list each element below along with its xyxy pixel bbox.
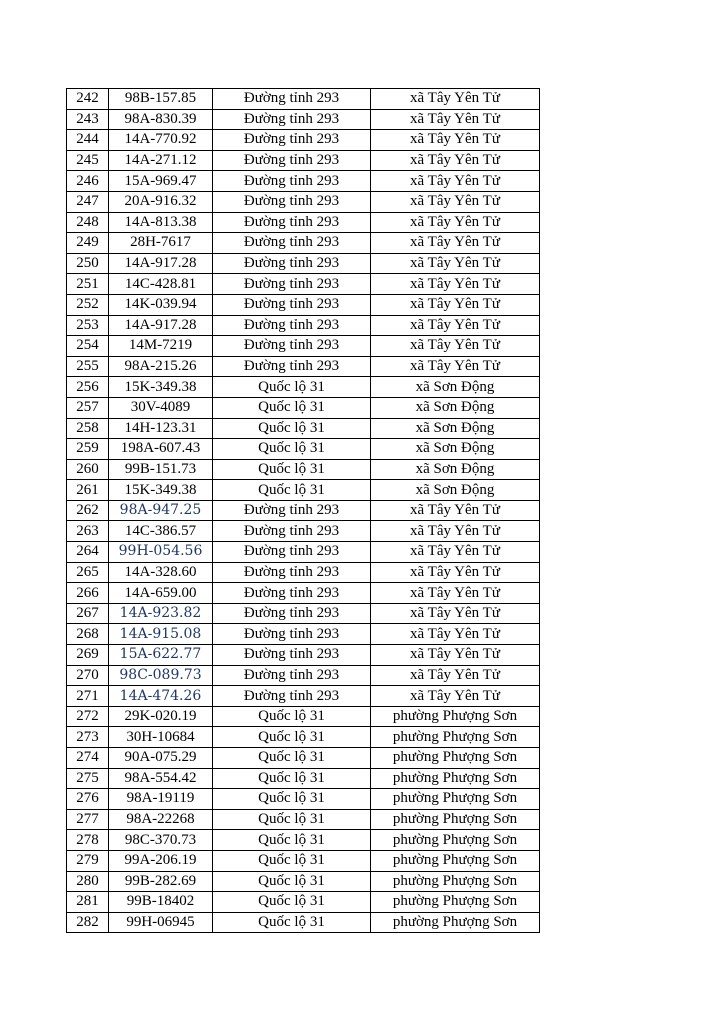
table-row (67, 624, 540, 645)
commune-name: xã Tây Yên Tử (371, 294, 540, 315)
license-plate: 98C-089.73 (109, 665, 213, 686)
row-number: 270 (67, 665, 109, 686)
license-plate: 98A-19119 (109, 789, 213, 810)
row-number: 277 (67, 809, 109, 830)
road-name: Quốc lộ 31 (213, 912, 371, 933)
road-name: Đường tỉnh 293 (213, 500, 371, 521)
row-number: 261 (67, 480, 109, 501)
commune-name: xã Tây Yên Tử (371, 603, 540, 624)
table-row (67, 233, 540, 254)
license-plate: 98A-215.26 (109, 356, 213, 377)
table-row (67, 892, 540, 913)
commune-name: xã Tây Yên Tử (371, 686, 540, 707)
commune-name: phường Phượng Sơn (371, 768, 540, 789)
row-number: 278 (67, 830, 109, 851)
row-number: 265 (67, 562, 109, 583)
table-row (67, 418, 540, 439)
commune-name: xã Tây Yên Tử (371, 645, 540, 666)
road-name: Đường tỉnh 293 (213, 665, 371, 686)
license-plate: 14M-7219 (109, 336, 213, 357)
license-plate: 99A-206.19 (109, 850, 213, 871)
road-name: Đường tỉnh 293 (213, 130, 371, 151)
row-number: 269 (67, 645, 109, 666)
road-name: Quốc lộ 31 (213, 397, 371, 418)
table-row (67, 583, 540, 604)
road-name: Đường tỉnh 293 (213, 253, 371, 274)
row-number: 246 (67, 171, 109, 192)
row-number: 266 (67, 583, 109, 604)
commune-name: xã Tây Yên Tử (371, 562, 540, 583)
table-row (67, 130, 540, 151)
row-number: 247 (67, 191, 109, 212)
commune-name: xã Tây Yên Tử (371, 130, 540, 151)
table-row (67, 603, 540, 624)
road-name: Quốc lộ 31 (213, 809, 371, 830)
table-row (67, 727, 540, 748)
commune-name: xã Tây Yên Tử (371, 89, 540, 110)
license-plate: 98C-370.73 (109, 830, 213, 851)
table-row (67, 871, 540, 892)
license-plate: 99H-054.56 (109, 542, 213, 563)
commune-name: xã Tây Yên Tử (371, 212, 540, 233)
road-name: Đường tỉnh 293 (213, 315, 371, 336)
commune-name: phường Phượng Sơn (371, 830, 540, 851)
road-name: Quốc lộ 31 (213, 748, 371, 769)
row-number: 272 (67, 706, 109, 727)
license-plate: 14A-813.38 (109, 212, 213, 233)
row-number: 242 (67, 89, 109, 110)
license-plate: 198A-607.43 (109, 439, 213, 460)
license-plate: 14A-474.26 (109, 686, 213, 707)
road-name: Đường tỉnh 293 (213, 171, 371, 192)
row-number: 271 (67, 686, 109, 707)
row-number: 276 (67, 789, 109, 810)
road-name: Quốc lộ 31 (213, 439, 371, 460)
road-name: Đường tỉnh 293 (213, 233, 371, 254)
row-number: 263 (67, 521, 109, 542)
license-plate: 99B-18402 (109, 892, 213, 913)
commune-name: xã Tây Yên Tử (371, 150, 540, 171)
row-number: 280 (67, 871, 109, 892)
table-row (67, 480, 540, 501)
table-row (67, 336, 540, 357)
license-plate: 15K-349.38 (109, 480, 213, 501)
commune-name: xã Sơn Động (371, 418, 540, 439)
table-row (67, 912, 540, 933)
license-plate: 98A-554.42 (109, 768, 213, 789)
row-number: 255 (67, 356, 109, 377)
row-number: 252 (67, 294, 109, 315)
row-number: 281 (67, 892, 109, 913)
table-row (67, 377, 540, 398)
road-name: Quốc lộ 31 (213, 727, 371, 748)
road-name: Đường tỉnh 293 (213, 521, 371, 542)
license-plate: 14A-328.60 (109, 562, 213, 583)
road-name: Quốc lộ 31 (213, 418, 371, 439)
license-plate: 14A-917.28 (109, 253, 213, 274)
license-plate: 14A-923.82 (109, 603, 213, 624)
row-number: 249 (67, 233, 109, 254)
road-name: Quốc lộ 31 (213, 789, 371, 810)
table-row (67, 789, 540, 810)
license-plate: 14H-123.31 (109, 418, 213, 439)
road-name: Đường tỉnh 293 (213, 562, 371, 583)
road-name: Đường tỉnh 293 (213, 356, 371, 377)
table-row (67, 562, 540, 583)
table-row (67, 768, 540, 789)
road-name: Đường tỉnh 293 (213, 603, 371, 624)
table-row (67, 212, 540, 233)
commune-name: phường Phượng Sơn (371, 809, 540, 830)
row-number: 260 (67, 459, 109, 480)
license-plate: 28H-7617 (109, 233, 213, 254)
table-row (67, 665, 540, 686)
commune-name: phường Phượng Sơn (371, 892, 540, 913)
table-row (67, 645, 540, 666)
commune-name: xã Tây Yên Tử (371, 171, 540, 192)
table-row (67, 109, 540, 130)
table-row (67, 686, 540, 707)
license-plate: 14C-386.57 (109, 521, 213, 542)
commune-name: xã Tây Yên Tử (371, 583, 540, 604)
road-name: Quốc lộ 31 (213, 850, 371, 871)
road-name: Đường tỉnh 293 (213, 336, 371, 357)
road-name: Quốc lộ 31 (213, 871, 371, 892)
table-row (67, 397, 540, 418)
table-row (67, 542, 540, 563)
row-number: 268 (67, 624, 109, 645)
table-row (67, 500, 540, 521)
commune-name: xã Tây Yên Tử (371, 665, 540, 686)
commune-name: xã Tây Yên Tử (371, 274, 540, 295)
table-row (67, 253, 540, 274)
row-number: 274 (67, 748, 109, 769)
license-plate: 98A-947.25 (109, 500, 213, 521)
license-plate: 99B-282.69 (109, 871, 213, 892)
commune-name: xã Tây Yên Tử (371, 253, 540, 274)
commune-name: xã Sơn Động (371, 480, 540, 501)
row-number: 250 (67, 253, 109, 274)
license-plate: 99B-151.73 (109, 459, 213, 480)
table-row (67, 315, 540, 336)
row-number: 244 (67, 130, 109, 151)
road-name: Đường tỉnh 293 (213, 89, 371, 110)
road-name: Đường tỉnh 293 (213, 274, 371, 295)
license-plate: 30H-10684 (109, 727, 213, 748)
license-plate: 14A-659.00 (109, 583, 213, 604)
commune-name: xã Tây Yên Tử (371, 542, 540, 563)
commune-name: xã Sơn Động (371, 459, 540, 480)
road-name: Đường tỉnh 293 (213, 294, 371, 315)
violation-table (66, 88, 540, 933)
license-plate: 15A-622.77 (109, 645, 213, 666)
row-number: 264 (67, 542, 109, 563)
road-name: Quốc lộ 31 (213, 706, 371, 727)
row-number: 256 (67, 377, 109, 398)
table-row (67, 150, 540, 171)
commune-name: xã Tây Yên Tử (371, 356, 540, 377)
road-name: Quốc lộ 31 (213, 768, 371, 789)
road-name: Đường tỉnh 293 (213, 624, 371, 645)
row-number: 267 (67, 603, 109, 624)
row-number: 257 (67, 397, 109, 418)
row-number: 248 (67, 212, 109, 233)
license-plate: 14A-770.92 (109, 130, 213, 151)
license-plate: 98B-157.85 (109, 89, 213, 110)
road-name: Quốc lộ 31 (213, 830, 371, 851)
road-name: Đường tỉnh 293 (213, 542, 371, 563)
license-plate: 98A-22268 (109, 809, 213, 830)
license-plate: 14A-271.12 (109, 150, 213, 171)
license-plate: 99H-06945 (109, 912, 213, 933)
row-number: 254 (67, 336, 109, 357)
license-plate: 29K-020.19 (109, 706, 213, 727)
road-name: Đường tỉnh 293 (213, 150, 371, 171)
row-number: 279 (67, 850, 109, 871)
commune-name: xã Tây Yên Tử (371, 521, 540, 542)
table-row (67, 89, 540, 110)
license-plate: 14A-915.08 (109, 624, 213, 645)
commune-name: xã Tây Yên Tử (371, 109, 540, 130)
commune-name: xã Sơn Động (371, 377, 540, 398)
table-row (67, 191, 540, 212)
row-number: 259 (67, 439, 109, 460)
table-row (67, 171, 540, 192)
commune-name: xã Tây Yên Tử (371, 191, 540, 212)
commune-name: phường Phượng Sơn (371, 850, 540, 871)
commune-name: xã Tây Yên Tử (371, 624, 540, 645)
license-plate: 15K-349.38 (109, 377, 213, 398)
commune-name: xã Tây Yên Tử (371, 336, 540, 357)
commune-name: xã Tây Yên Tử (371, 315, 540, 336)
table-row (67, 521, 540, 542)
table-row (67, 459, 540, 480)
table-row (67, 439, 540, 460)
commune-name: phường Phượng Sơn (371, 871, 540, 892)
table-row (67, 706, 540, 727)
table-row (67, 850, 540, 871)
license-plate: 14A-917.28 (109, 315, 213, 336)
row-number: 245 (67, 150, 109, 171)
road-name: Đường tỉnh 293 (213, 212, 371, 233)
table-row (67, 748, 540, 769)
commune-name: xã Tây Yên Tử (371, 500, 540, 521)
row-number: 275 (67, 768, 109, 789)
row-number: 262 (67, 500, 109, 521)
road-name: Đường tỉnh 293 (213, 583, 371, 604)
license-plate: 14K-039.94 (109, 294, 213, 315)
license-plate: 90A-075.29 (109, 748, 213, 769)
license-plate: 30V-4089 (109, 397, 213, 418)
table-row (67, 356, 540, 377)
license-plate: 14C-428.81 (109, 274, 213, 295)
commune-name: phường Phượng Sơn (371, 727, 540, 748)
road-name: Quốc lộ 31 (213, 480, 371, 501)
row-number: 273 (67, 727, 109, 748)
commune-name: xã Sơn Động (371, 439, 540, 460)
road-name: Quốc lộ 31 (213, 377, 371, 398)
row-number: 253 (67, 315, 109, 336)
commune-name: phường Phượng Sơn (371, 789, 540, 810)
row-number: 258 (67, 418, 109, 439)
commune-name: xã Sơn Động (371, 397, 540, 418)
table-row (67, 830, 540, 851)
table-row (67, 294, 540, 315)
row-number: 243 (67, 109, 109, 130)
road-name: Đường tỉnh 293 (213, 645, 371, 666)
license-plate: 98A-830.39 (109, 109, 213, 130)
table-row (67, 809, 540, 830)
row-number: 282 (67, 912, 109, 933)
road-name: Đường tỉnh 293 (213, 686, 371, 707)
table-row (67, 274, 540, 295)
license-plate: 20A-916.32 (109, 191, 213, 212)
commune-name: phường Phượng Sơn (371, 912, 540, 933)
road-name: Đường tỉnh 293 (213, 191, 371, 212)
table-body (67, 89, 540, 933)
row-number: 251 (67, 274, 109, 295)
commune-name: xã Tây Yên Tử (371, 233, 540, 254)
commune-name: phường Phượng Sơn (371, 748, 540, 769)
license-plate: 15A-969.47 (109, 171, 213, 192)
road-name: Quốc lộ 31 (213, 459, 371, 480)
road-name: Đường tỉnh 293 (213, 109, 371, 130)
commune-name: phường Phượng Sơn (371, 706, 540, 727)
road-name: Quốc lộ 31 (213, 892, 371, 913)
